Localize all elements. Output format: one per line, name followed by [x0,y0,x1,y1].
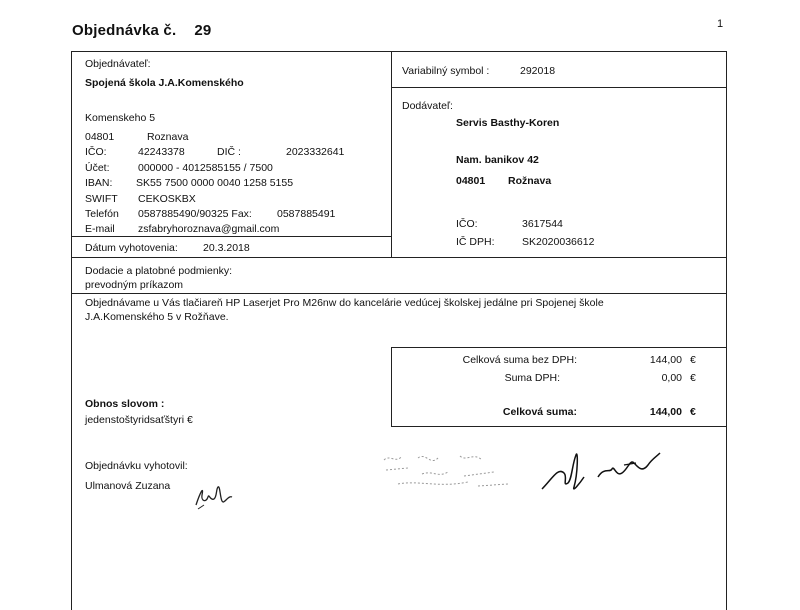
buyer-zip: 04801 [85,131,115,143]
currency-1: € [690,354,696,366]
date-value: 20.3.2018 [203,242,250,254]
buyer-account-label: Účet: [85,162,110,174]
grand-total-label: Celková suma: [502,406,577,418]
buyer-dic: 2023332641 [286,146,345,158]
supplier-name: Servis Basthy-Koren [456,117,560,129]
prepared-by-name: Ulmanová Zuzana [85,480,171,492]
supplier-zip: 04801 [456,175,486,187]
vat-label: Suma DPH: [504,372,560,384]
total-without-vat-label: Celková suma bez DPH: [462,354,577,366]
right-rule [726,51,727,610]
buyer-city: Roznava [147,131,189,143]
total-without-vat-value: 144,00 [649,354,682,366]
buyer-fax: 0587885491 [277,208,336,220]
buyer-account: 000000 - 4012585155 / 7500 [138,162,273,174]
supplier-icdph-label: IČ DPH: [456,236,495,248]
description-line-1: Objednávame u Vás tlačiareň HP Laserjet Pro M26nw do kancelárie vedúcej školskej jedálne pri Spojenej škole [85,297,604,309]
variable-symbol-value: 292018 [520,65,556,77]
vat-value: 0,00 [661,372,682,384]
buyer-iban: SK55 7500 0000 0040 1258 5155 [136,177,294,189]
page-number: 1 [717,18,724,30]
supplier-ico-label: IČO: [456,218,478,230]
buyer-ico-label: IČO: [85,146,107,158]
buyer-swift: CEKOSKBX [138,193,196,205]
buyer-phone: 0587885490/90325 Fax: [138,208,252,220]
section-rule-1 [71,257,726,258]
top-rule [71,51,727,52]
terms-value: prevodným príkazom [85,279,184,291]
column-divider [391,51,392,257]
buyer-iban-label: IBAN: [85,177,113,189]
preparer-signature [190,475,240,515]
date-label: Dátum vyhotovenia: [85,242,178,254]
buyer-phone-label: Telefón [85,208,119,220]
terms-label: Dodacie a platobné podmienky: [85,265,233,277]
title-label: Objednávka č. [72,22,177,39]
stamp-impression [378,440,528,500]
buyer-swift-label: SWIFT [85,193,118,205]
section-rule-2 [71,293,726,294]
buyer-email: zsfabryhoroznava@gmail.com [138,223,280,235]
buyer-dic-label: DIČ : [217,146,241,158]
vs-bottom-rule [391,87,726,88]
buyer-ico: 42243378 [138,146,185,158]
supplier-city: Rožnava [508,175,552,187]
buyer-label: Objednávateľ: [85,58,151,70]
currency-2: € [690,372,696,384]
buyer-street: Komenskeho 5 [85,112,156,124]
supplier-ico: 3617544 [522,218,563,230]
document-title [72,22,211,39]
amount-words-label: Obnos slovom : [85,398,165,410]
date-top-rule [71,236,391,237]
grand-total-value: 144,00 [649,406,682,418]
buyer-name: Spojená škola J.A.Komenského [85,77,244,89]
supplier-label: Dodávateľ: [402,100,453,112]
variable-symbol-label: Variabilný symbol : [402,65,490,77]
description-line-2: J.A.Komenského 5 v Rožňave. [85,311,229,323]
supplier-icdph: SK2020036612 [522,236,595,248]
supplier-street: Nam. banikov 42 [456,154,539,166]
buyer-email-label: E-mail [85,223,115,235]
supplier-signature [538,443,668,501]
prepared-by-label: Objednávku vyhotovil: [85,460,188,472]
order-number: 29 [194,22,212,39]
left-rule [71,51,72,610]
currency-3: € [690,406,696,418]
amount-words-value: jedenstoštyridsaťštyri € [85,414,193,426]
